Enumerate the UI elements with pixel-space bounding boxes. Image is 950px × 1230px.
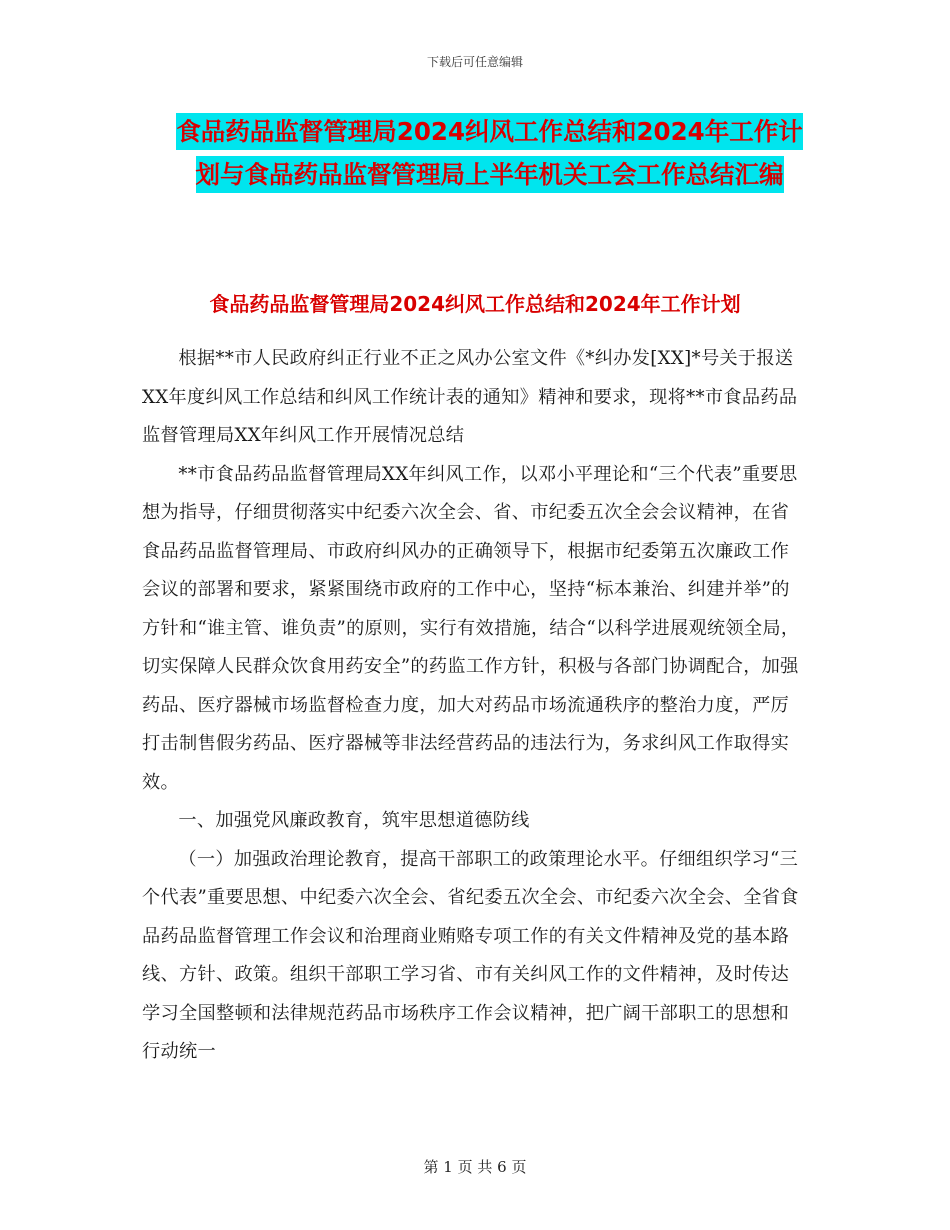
section-title: 食品药品监督管理局2024纠风工作总结和2024年工作计划 [209, 292, 741, 316]
header-note: 下载后可任意编辑 [426, 55, 523, 69]
paragraph: 根据**市人民政府纠正行业不正之风办公室文件《*纠办发[XX]*号关于报送XX年度纠风工作总结和纠风工作统计表的通知》精神和要求，现将**市食品药品监督管理局XX年纠风工作开展情况总结 [142, 348, 798, 446]
paragraph: **市食品药品监督管理局XX年纠风工作，以邓小平理论和“三个代表”重要思想为指导，仔细贯彻落实中纪委六次全会、省、市纪委五次全会会议精神，在省食品药品监督管理局、市政府纠风办的正确领导下，根据市纪委第五次廉政工作会议的部署和要求，紧紧围绕市政府的工作中心，坚持“标本兼治、纠建并举”的方针和“谁主管、谁负责”的原则，实行有效措施，结合“以科学进展观统领全局，切实保障人民群众饮食用药安全”的药监工作方针，积极与各部门协调配合，加强药品、医疗器械市场监督检查力度，加大对药品市场流通秩序的整治力度，严厉打击制售假劣药品、医疗器械等非法经营药品的违法行为，务求纠风工作取得实效。 [142, 463, 800, 793]
document-title [172, 110, 807, 196]
document-title-text: 食品药品监督管理局2024纠风工作总结和2024年工作计划与食品药品监督管理局上半年机关工会工作总结汇编 [176, 113, 802, 193]
paragraph: 一、加强党风廉政教育，筑牢思想道德防线 [178, 810, 530, 831]
page-footer: 第 1 页 共 6 页 [423, 1158, 527, 1176]
paragraph: （一）加强政治理论教育，提高干部职工的政策理论水平。仔细组织学习“三个代表”重要思想、中纪委六次全会、省纪委五次全会、市纪委六次全会、全省食品药品监督管理工作会议和治理商业贿赂专项工作的有关文件精神及党的基本路线、方针、政策。组织干部职工学习省、市有关纠风工作的文件精神，及时传达学习全国整顿和法律规范药品市场秩序工作会议精神，把广阔干部职工的思想和行动统一 [142, 848, 799, 1062]
body-text [142, 340, 802, 1072]
